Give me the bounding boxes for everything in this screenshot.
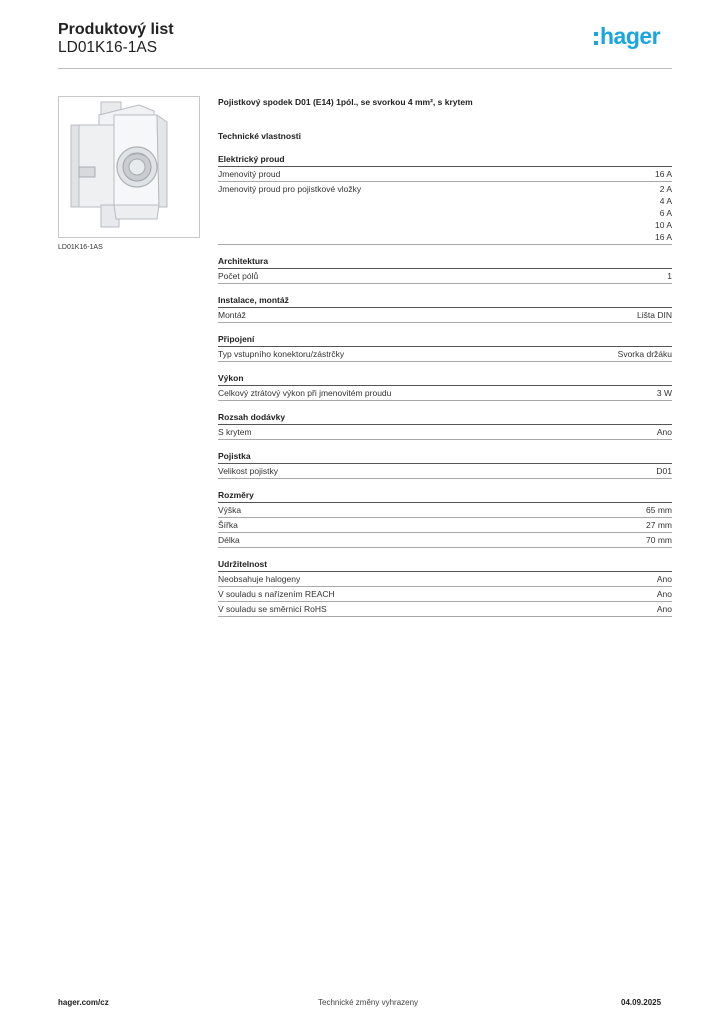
spec-value: [657, 426, 672, 438]
spec-value: [655, 168, 672, 180]
spec-row: [218, 533, 672, 548]
spec-row: [218, 503, 672, 518]
spec-section: [218, 294, 672, 323]
spec-value-line: 10 A: [654, 220, 672, 230]
section-heading: Rozsah dodávky: [218, 411, 672, 425]
spec-label: Neobsahuje halogeny: [218, 574, 301, 584]
spec-value-line: 6 A: [659, 208, 672, 218]
spec-row: [218, 464, 672, 479]
spec-value-line: Svorka držáku: [617, 349, 672, 359]
spec-value-line: 65 mm: [646, 505, 672, 515]
spec-section: [218, 450, 672, 479]
image-caption: LD01K16-1AS: [58, 244, 103, 251]
spec-section: [218, 333, 672, 362]
spec-label: Celkový ztrátový výkon při jmenovitém proudu: [218, 388, 392, 398]
spec-value: [657, 573, 672, 585]
spec-value: [657, 603, 672, 615]
spec-value: [637, 309, 672, 321]
spec-section: [218, 489, 672, 548]
logo-dots-icon: [594, 32, 599, 50]
spec-row: [218, 587, 672, 602]
spec-value: [657, 588, 672, 600]
spec-row: [218, 386, 672, 401]
spec-label: Typ vstupního konektoru/zástrčky: [218, 349, 345, 359]
spec-row: [218, 269, 672, 284]
spec-label: Jmenovitý proud pro pojistkové vložky: [218, 184, 362, 194]
spec-value-line: 2 A: [659, 184, 672, 194]
spec-label: Montáž: [218, 310, 246, 320]
spec-label: S krytem: [218, 427, 252, 437]
spec-section: [218, 153, 672, 245]
spec-value: [646, 519, 672, 531]
spec-value: [656, 465, 672, 477]
section-heading: Výkon: [218, 372, 672, 386]
spec-value-line: 16 A: [654, 232, 672, 242]
spec-value: [657, 387, 672, 399]
spec-row: [218, 167, 672, 182]
spec-label: Počet pólů: [218, 271, 259, 281]
spec-value-line: 16 A: [654, 169, 672, 179]
spec-row: [218, 182, 672, 245]
section-heading: Udržitelnost: [218, 558, 672, 572]
spec-value-line: D01: [656, 466, 672, 476]
footer-website: hager.com/cz: [58, 998, 109, 1007]
spec-value-line: 3 W: [656, 388, 672, 398]
spec-label: V souladu s nařízením REACH: [218, 589, 335, 599]
section-heading: Instalace, montáž: [218, 294, 672, 308]
spec-label: Délka: [218, 535, 240, 545]
section-heading: Elektrický proud: [218, 153, 672, 167]
spec-row: [218, 572, 672, 587]
footer-date: 04.09.2025: [621, 998, 662, 1007]
spec-section: [218, 558, 672, 617]
spec-section: [218, 255, 672, 284]
spec-value: [655, 183, 672, 243]
spec-label: Velikost pojistky: [218, 466, 278, 476]
fuse-base-illustration: [59, 97, 199, 237]
spec-row: [218, 602, 672, 617]
spec-value: [618, 348, 672, 360]
spec-value-line: Ano: [656, 604, 672, 614]
product-title: Pojistkový spodek D01 (E14) 1pól., se svorkou 4 mm², s krytem: [218, 97, 473, 107]
spec-row: [218, 425, 672, 440]
spec-value-line: Lišta DIN: [637, 310, 672, 320]
spec-sections: [218, 153, 672, 617]
document-title: Produktový list: [58, 21, 174, 38]
section-heading: Architektura: [218, 255, 672, 269]
section-heading: Rozměry: [218, 489, 672, 503]
spec-section: [218, 372, 672, 401]
spec-row: [218, 518, 672, 533]
spec-value-line: 27 mm: [646, 520, 672, 530]
spec-content: [218, 96, 672, 627]
product-image: [58, 96, 200, 238]
section-heading: Pojistka: [218, 450, 672, 464]
spec-value-line: Ano: [656, 427, 672, 437]
section-heading: Připojení: [218, 333, 672, 347]
spec-section: [218, 411, 672, 440]
spec-label: Výška: [218, 505, 242, 515]
tech-properties-heading: Technické vlastnosti: [218, 131, 301, 141]
logo-wordmark: hager: [600, 23, 661, 49]
spec-value-line: Ano: [656, 574, 672, 584]
spec-row: [218, 308, 672, 323]
spec-value: [646, 504, 672, 516]
spec-value-line: Ano: [656, 589, 672, 599]
header-divider: [58, 68, 672, 69]
spec-label: V souladu se směrnicí RoHS: [218, 604, 327, 614]
spec-value-line: 70 mm: [646, 535, 672, 545]
spec-value-line: 1: [667, 271, 672, 281]
spec-label: Šířka: [218, 520, 238, 530]
spec-value: [646, 534, 672, 546]
footer-note: Technické změny vyhrazeny: [318, 998, 419, 1007]
spec-value: [667, 270, 672, 282]
product-code: LD01K16-1AS: [58, 39, 158, 56]
spec-row: [218, 347, 672, 362]
spec-value-line: 4 A: [659, 196, 672, 206]
spec-label: Jmenovitý proud: [218, 169, 281, 179]
